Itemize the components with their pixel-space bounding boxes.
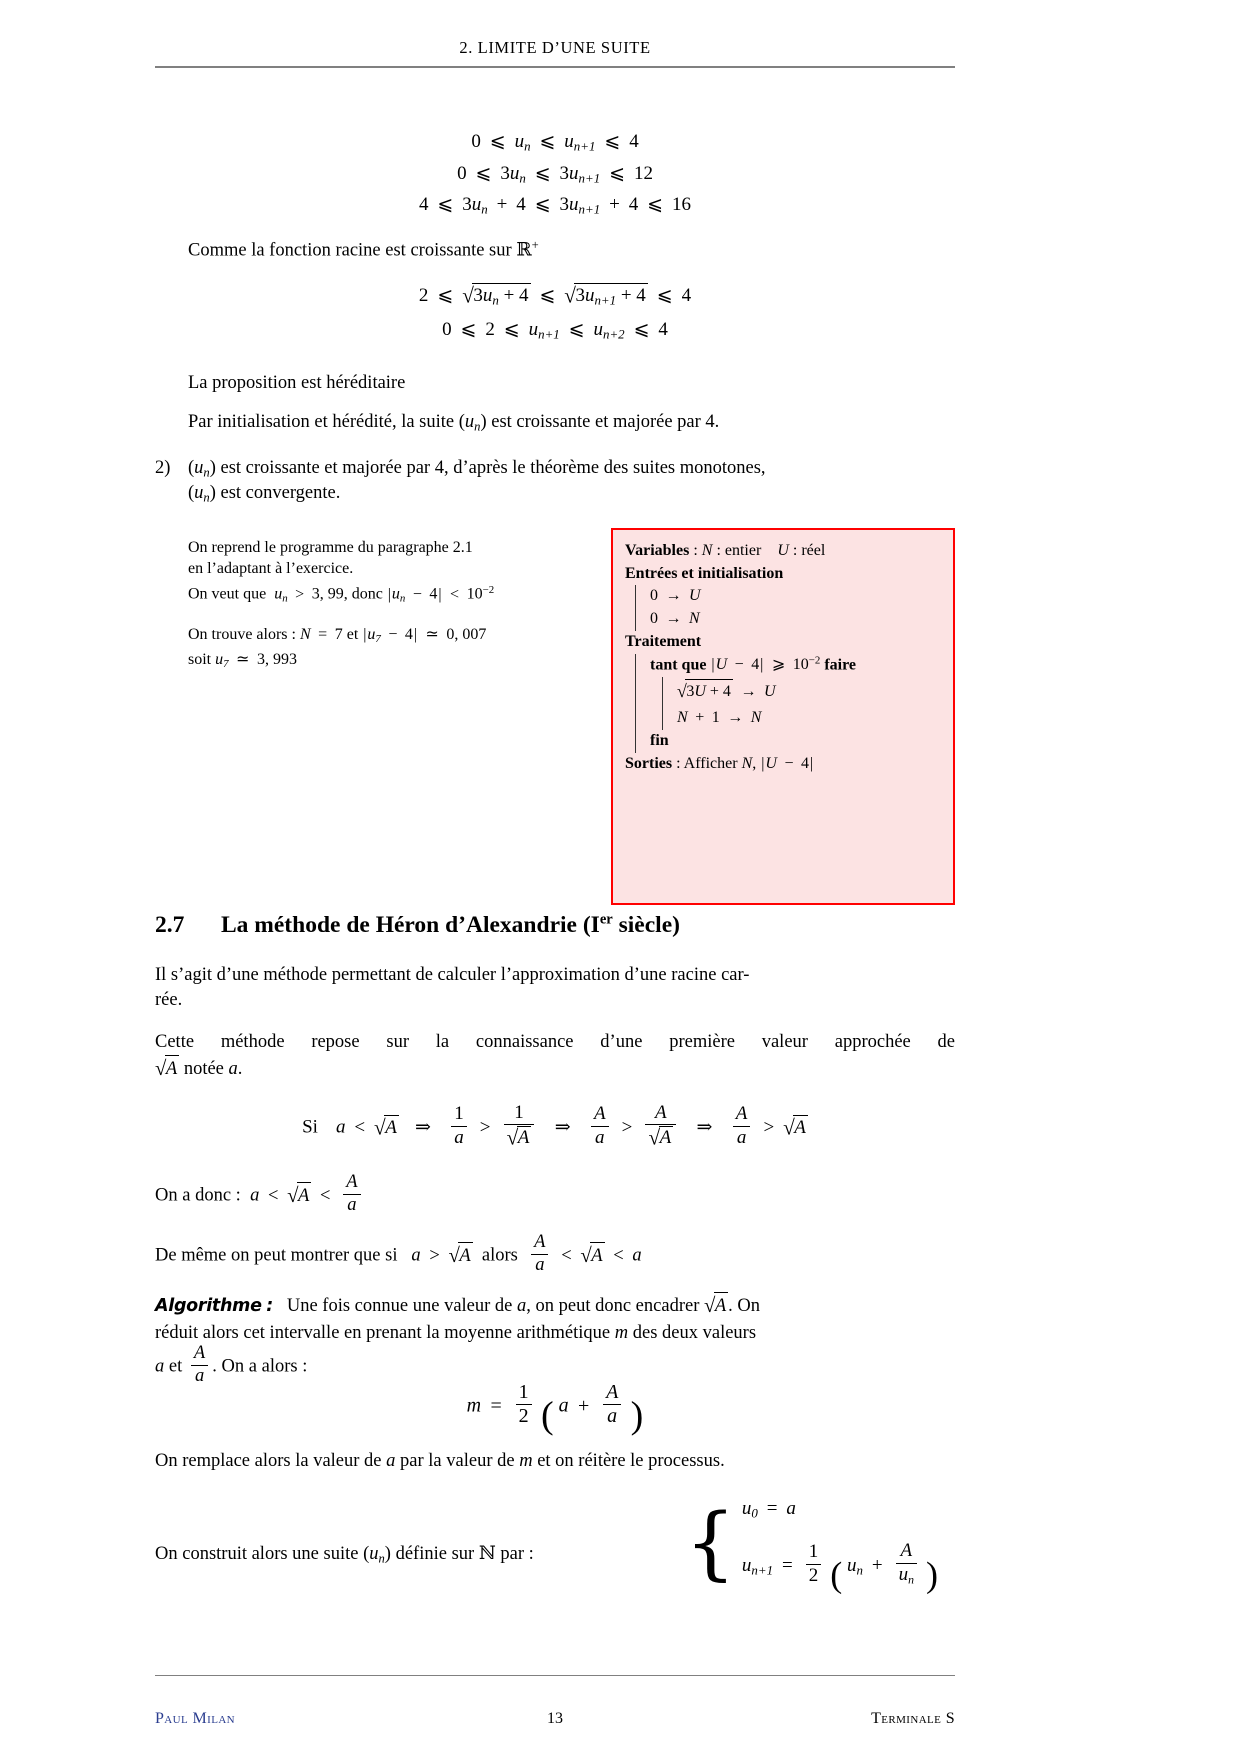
algorithme-colon: : [266,1296,273,1316]
heron-replace-line: On remplace alors la valeur de a par la valeur de m et on réitère le processus. [155,1451,725,1471]
left-notes [188,537,588,671]
algo-tant-que: tant que |U − 4| ⩾ $10^{-2}$ faire [650,654,856,674]
heron-algorithme-paragraph: Algorithme : Une fois connue une valeur de a, on peut donc encadrer √A . On réduit alors cet intervalle en prenant la moyenne arithmétique m des deux valeurs a et $\frac{A}{a}$ . On a alors : [155,1292,955,1389]
algo-entrees-label: Entrées et initialisation [625,564,784,582]
algo-body-1: √3U + 4 → U [677,677,941,705]
item2-text: $(u_n)$ est croissante et majorée par 4, d’après le théorème des suites monotones, $(u_n)$ est convergente. [188,458,766,505]
footer-author: Paul Milan [155,1710,236,1727]
left-note-1: On reprend le programme du paragraphe 2.1 en l’adaptant à l’exercice. [188,539,473,578]
par-initialisation-line: Par initialisation et hérédité, la suite $(u_n)$ est croissante et majorée par 4. [188,412,720,434]
header-rule [155,66,955,68]
equation-block-1 [155,130,955,218]
algo-body-2: N + 1 → N [677,709,762,727]
algo-traitement-label: Traitement [625,632,702,650]
page-header [155,38,955,58]
equation-e4: 2 ⩽ $√3u_n + 4$ ⩽ $√3u_{n+1} + 4$ ⩽ 4 [418,283,692,308]
equation-e3: 4 ⩽ $3u_n + 4$ ⩽ $3u_{n+1} + 4$ ⩽ 16 [419,194,691,217]
heron-paragraph-2: Cette méthode repose sur la connaissance d’une première valeur approchée de √A notée a. [155,1032,955,1081]
heron-paragraph-1: Il s’agit d’une méthode permettant de calculer l’approximation d’une racine car- rée. [155,965,750,1010]
system-brace: { [685,1495,736,1589]
document-page [155,0,955,1754]
section-title: La méthode de Héron d’Alexandrie (Ier siècle) [221,912,680,939]
heron-implication-chain: Si a < √A ⇒ $\frac{1}{a}$ > $\frac{1}{√A}$ ⇒ $\frac{A}{a}$ > $\frac{A}{√A}$ ⇒ $\frac{A}{a}$ > √A [302,1101,806,1150]
algorithme-label: Algorithme [155,1296,262,1316]
footer-rule [155,1675,955,1676]
algo-sorties-line: Sorties : Afficher N, |U − 4| [625,754,814,772]
algo-init-2: 0 → N [650,610,700,628]
algo-traitement-group [635,654,941,753]
racine-croissante-line: Comme la fonction racine est croissante sur ℝ+ [188,238,539,261]
footer-page-number: 13 [547,1710,563,1727]
system-eq-1: $u_0 = a$ [741,1498,796,1521]
algo-variables-line: Variables : N : entier U : réel [625,542,826,559]
heron-de-meme: De même on peut montrer que si a > √A alors $\frac{A}{a}$ < √A < a [155,1231,642,1275]
list-item-2 [155,456,955,507]
section-number: 2.7 [155,912,185,939]
heredite-line: La proposition est héréditaire [188,373,406,393]
item2-marker: 2) [155,458,171,478]
left-note-2: On veut que $u_n > 3$, 99, donc $|u_n - 4| < 10^{-2}$ [188,583,495,605]
footer-level: Terminale S [871,1710,955,1727]
algo-init-group [635,585,941,630]
equation-m-definition: m = $\frac{1}{2}$ ( a + $\frac{A}{a}$ ) [466,1380,644,1437]
equation-e2: 0 ⩽ $3u_n$ ⩽ $3u_{n+1}$ ⩽ 12 [457,162,653,186]
left-note-4: soit $u_7$ ≃ 3, 993 [188,650,297,670]
si-label: Si [302,1116,318,1138]
heron-on-a-donc: On a donc : a < √A < $\frac{A}{a}$ [155,1175,955,1218]
heron-construit-line: On construit alors une suite $(u_n)$ définie sur ℕ par : [155,1543,534,1566]
header-title: 2. LIMITE D’UNE SUITE [459,38,651,57]
system-of-equations [685,1495,955,1595]
equation-block-2 [155,283,955,342]
algo-init-1: 0 → U [650,587,701,605]
algo-variables-label: Variables [625,542,690,559]
left-note-3: On trouve alors : N = 7 et $|u_7 - 4|$ ≃ 0, 007 [188,626,487,646]
section-heading-2-7 [155,912,955,939]
system-eq-2: $u_{n+1}$ = $\frac{1}{2}$ ( $u_n$ + $\frac{A}{u_n}$ ) [741,1540,938,1594]
algo-sorties-label: Sorties [625,754,673,772]
equation-e1: 0 ⩽ $u_n$ ⩽ $u_{n+1}$ ⩽ 4 [471,131,639,154]
equation-e5: 0 ⩽ 2 ⩽ $u_{n+1}$ ⩽ $u_{n+2}$ ⩽ 4 [442,318,668,342]
algo-fin-label: fin [650,732,669,750]
algorithm-box [611,528,955,905]
algo-loop-body [662,677,941,730]
